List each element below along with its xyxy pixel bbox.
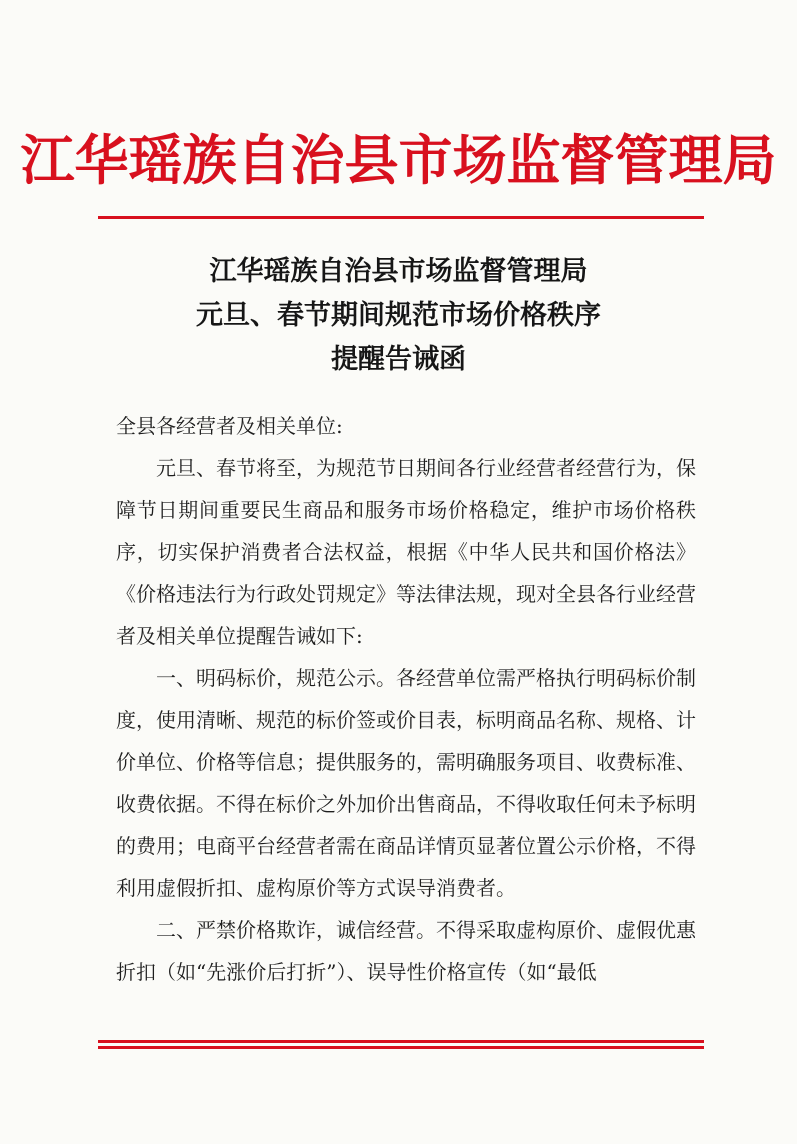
body-paragraph-1: 一、明码标价，规范公示。各经营单位需严格执行明码标价制度，使用清晰、规范的标价签或价目表，标明商品名称、规格、计价单位、价格等信息；提供服务的，需明确服务项目、收费标准、收费依据。不得在标价之外加价出售商品，不得收取任何未予标明的费用；电商平台经营者需在商品详情页显著位置公示价格，不得利用虚假折扣、虚构原价等方式误导消费者。 [116,666,696,900]
title-line-1: 江华瑶族自治县市场监督管理局 [209,256,588,287]
body-paragraph-intro: 元旦、春节将至，为规范节日期间各行业经营者经营行为，保障节日期间重要民生商品和服务市场价格稳定，维护市场价格秩序，切实保护消费者合法权益，根据《中华人民共和国价格法》《价格违法行为行政处罚规定》等法律法规，现对全县各行业经营者及相关单位提醒告诫如下: [116,456,696,648]
salutation: 全县各经营者及相关单位: [116,414,343,438]
letterhead-title: 江华瑶族自治县市场监督管理局 [20,129,777,192]
document-body [116,405,696,993]
title-line-3: 提醒告诫函 [331,344,466,375]
footer-red-rule-top [98,1040,704,1043]
document-title [0,250,797,382]
title-line-2: 元旦、春节期间规范市场价格秩序 [196,300,601,331]
letterhead-red-rule [98,216,704,219]
body-paragraph-2: 二、严禁价格欺诈，诚信经营。不得采取虚构原价、虚假优惠折扣（如“先涨价后打折”）、误导性价格宣传（如“最低 [116,918,696,984]
footer-red-rule-bottom [98,1046,704,1049]
